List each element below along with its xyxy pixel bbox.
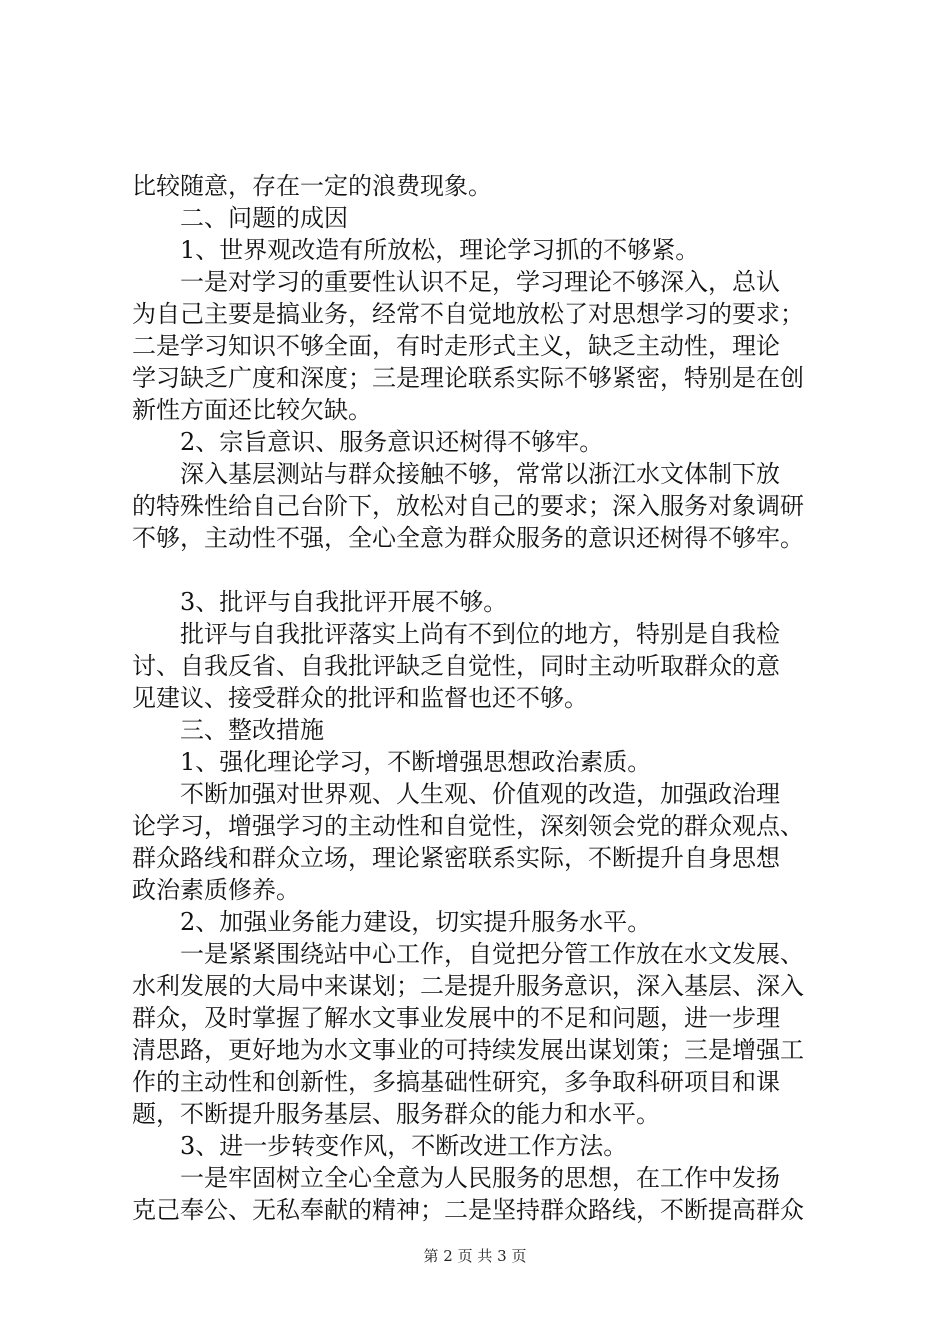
subsection-heading: 1、强化理论学习，不断增强思想政治素质。 [132, 748, 652, 776]
text-line: 清思路，更好地为水文事业的可持续发展出谋划策；三是增强工 [132, 1036, 804, 1064]
blank-line [132, 554, 852, 586]
subsection-heading: 1、世界观改造有所放松，理论学习抓的不够紧。 [132, 236, 700, 264]
text-line: 讨、自我反省、自我批评缺乏自觉性，同时主动听取群众的意 [132, 652, 780, 680]
text-line: 群众，及时掌握了解水文事业发展中的不足和问题，进一步理 [132, 1004, 780, 1032]
text-line: 一是对学习的重要性认识不足，学习理论不够深入，总认 [132, 268, 780, 296]
text-line: 政治素质修养。 [132, 876, 300, 904]
text-line: 新性方面还比较欠缺。 [132, 396, 372, 424]
text-line: 题，不断提升服务基层、服务群众的能力和水平。 [132, 1100, 660, 1128]
text-line: 一是牢固树立全心全意为人民服务的思想，在工作中发扬 [132, 1164, 780, 1192]
text-line: 二是学习知识不够全面，有时走形式主义，缺乏主动性，理论 [132, 332, 780, 360]
text-line: 见建议、接受群众的批评和监督也还不够。 [132, 684, 588, 712]
text-line: 比较随意，存在一定的浪费现象。 [132, 172, 492, 200]
text-line: 不断加强对世界观、人生观、价值观的改造，加强政治理 [132, 780, 780, 808]
text-line: 批评与自我批评落实上尚有不到位的地方，特别是自我检 [132, 620, 780, 648]
section-heading: 二、问题的成因 [132, 204, 348, 232]
text-line: 学习缺乏广度和深度；三是理论联系实际不够紧密，特别是在创 [132, 364, 804, 392]
subsection-heading: 3、批评与自我批评开展不够。 [132, 588, 508, 616]
text-line: 一是紧紧围绕站中心工作，自觉把分管工作放在水文发展、 [132, 940, 804, 968]
text-line: 的特殊性给自己台阶下，放松对自己的要求；深入服务对象调研 [132, 492, 804, 520]
subsection-heading: 2、宗旨意识、服务意识还树得不够牢。 [132, 428, 604, 456]
subsection-heading: 2、加强业务能力建设，切实提升服务水平。 [132, 908, 652, 936]
text-line: 群众路线和群众立场，理论紧密联系实际，不断提升自身思想 [132, 844, 780, 872]
subsection-heading: 3、进一步转变作风，不断改进工作方法。 [132, 1132, 628, 1160]
text-line: 作的主动性和创新性，多搞基础性研究，多争取科研项目和课 [132, 1068, 780, 1096]
text-line: 为自己主要是搞业务，经常不自觉地放松了对思想学习的要求； [132, 300, 804, 328]
text-line: 水利发展的大局中来谋划；二是提升服务意识，深入基层、深入 [132, 972, 804, 1000]
document-body [132, 170, 852, 1226]
text-line: 克己奉公、无私奉献的精神；二是坚持群众路线，不断提高群众 [132, 1196, 804, 1224]
text-line: 不够，主动性不强，全心全意为群众服务的意识还树得不够牢。 [132, 524, 804, 552]
section-heading: 三、整改措施 [132, 716, 324, 744]
text-line: 深入基层测站与群众接触不够，常常以浙江水文体制下放 [132, 460, 780, 488]
text-line: 论学习，增强学习的主动性和自觉性，深刻领会党的群众观点、 [132, 812, 804, 840]
page-number-footer: 第 2 页 共 3 页 [423, 1247, 527, 1265]
